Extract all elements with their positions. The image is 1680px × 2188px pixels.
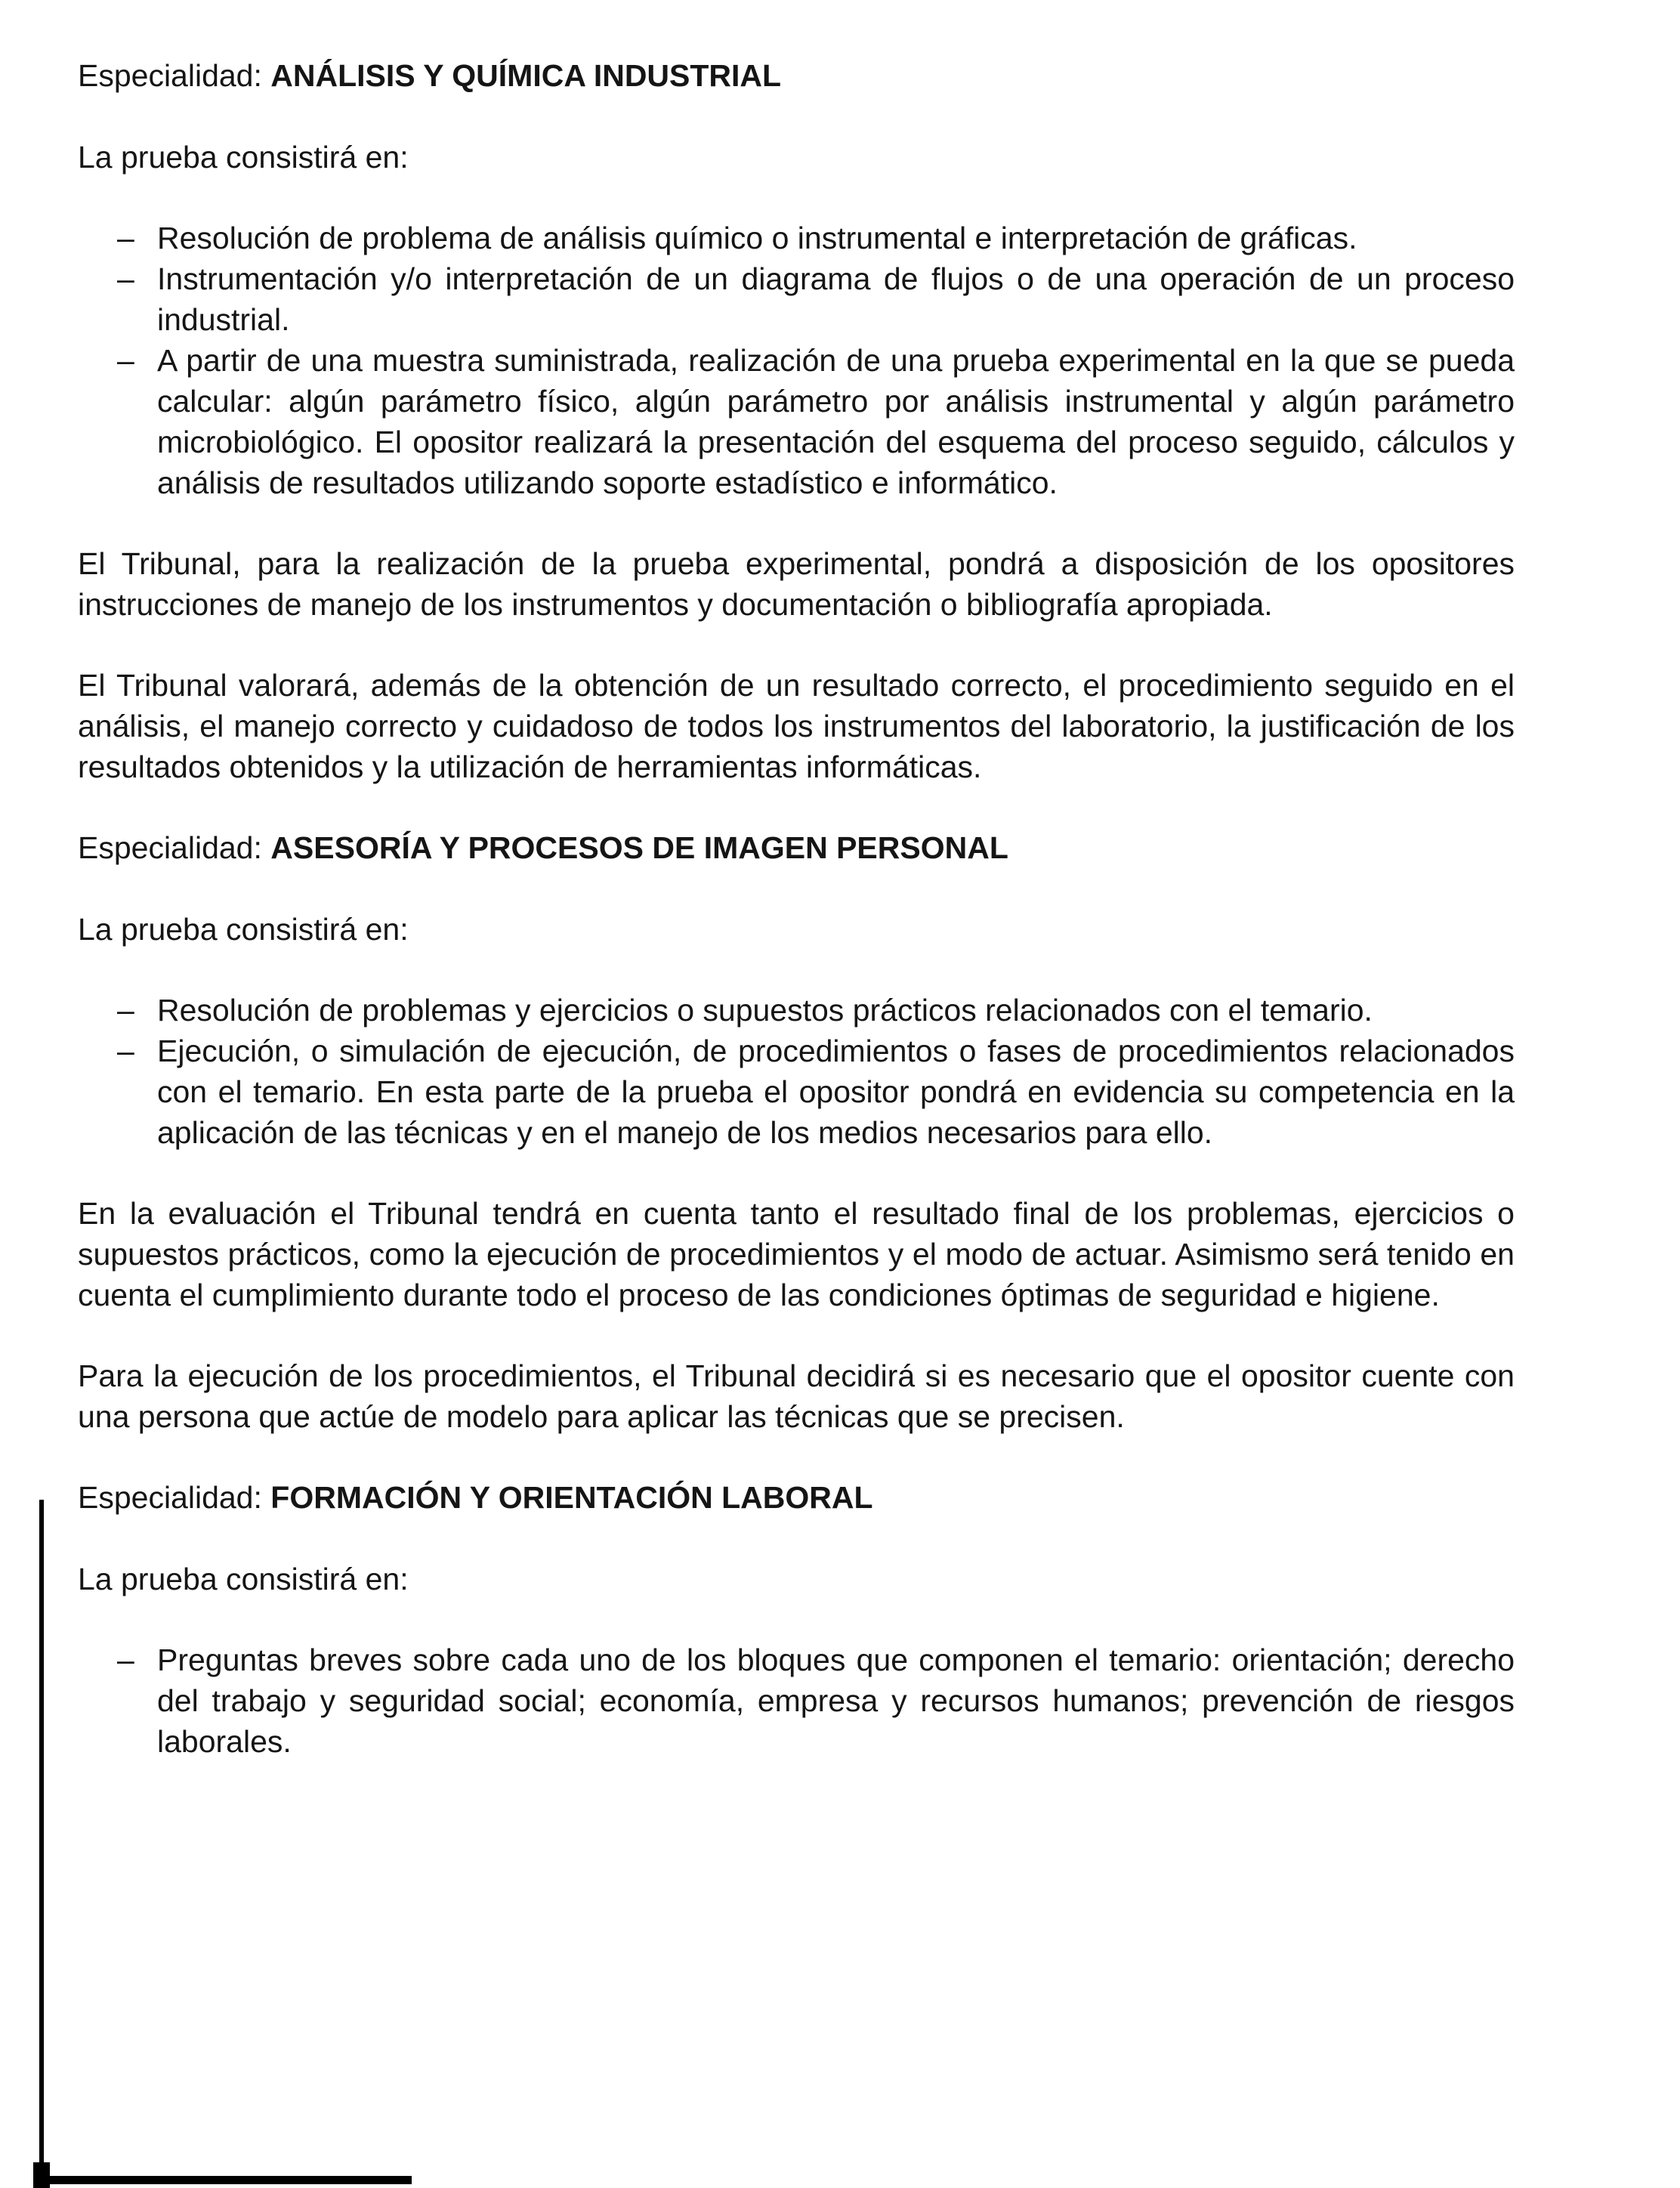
specialty-title: FORMACIÓN Y ORIENTACIÓN LABORAL <box>270 1480 873 1515</box>
dash-bullet-icon: – <box>117 1034 134 1068</box>
scan-artifact-corner <box>33 2162 50 2188</box>
list-item <box>78 990 1515 1031</box>
specialty-label: Especialidad: <box>78 1480 262 1515</box>
paragraph: El Tribunal valorará, además de la obtención de un resultado correcto, el procedimiento seguido en el análisis, el manejo correcto y cuidadoso de todos los instrumentos del laboratorio, la justificación de los resultados obtenidos y la utilización de herramientas informáticas. <box>78 668 1515 784</box>
dash-bullet-icon: – <box>117 221 134 255</box>
list-item <box>78 218 1515 258</box>
intro-text: La prueba consistirá en: <box>78 912 409 947</box>
dash-bullet-icon: – <box>117 261 134 296</box>
dash-bullet-icon: – <box>117 993 134 1028</box>
specialty-title: ANÁLISIS Y QUÍMICA INDUSTRIAL <box>270 58 782 93</box>
list-item <box>78 1031 1515 1153</box>
bullet-list <box>78 1639 1515 1762</box>
specialty-label: Especialidad: <box>78 58 262 93</box>
dash-bullet-icon: – <box>117 343 134 378</box>
list-item <box>78 258 1515 340</box>
section-heading <box>78 1477 1515 1518</box>
specialty-title: ASESORÍA Y PROCESOS DE IMAGEN PERSONAL <box>270 830 1008 865</box>
bullet-list <box>78 218 1515 503</box>
intro-text: La prueba consistirá en: <box>78 140 409 175</box>
scan-artifact-left-edge <box>39 1500 44 2188</box>
paragraph: Para la ejecución de los procedimientos, el Tribunal decidirá si es necesario que el opositor cuente con una persona que actúe de modelo para aplicar las técnicas que se precisen. <box>78 1358 1515 1434</box>
scan-artifact-bottom-edge <box>36 2176 412 2184</box>
dash-bullet-icon: – <box>117 1643 134 1677</box>
section-analisis-quimica <box>78 55 1515 787</box>
section-heading <box>78 55 1515 96</box>
list-item-text: Resolución de problemas y ejercicios o supuestos prácticos relacionados con el temario. <box>157 993 1373 1028</box>
list-item <box>78 340 1515 503</box>
list-item-text: Instrumentación y/o interpretación de un diagrama de flujos o de una operación de un proceso industrial. <box>157 261 1515 337</box>
intro-text: La prueba consistirá en: <box>78 1562 409 1596</box>
list-item-text: Resolución de problema de análisis químico o instrumental e interpretación de gráficas. <box>157 221 1357 255</box>
list-item-text: Ejecución, o simulación de ejecución, de procedimientos o fases de procedimientos relacionados con el temario. En esta parte de la prueba el opositor pondrá en evidencia su competencia en la aplicación de las técnicas y en el manejo de los medios necesarios para ello. <box>157 1034 1515 1150</box>
section-heading <box>78 827 1515 868</box>
list-item-text: A partir de una muestra suministrada, realización de una prueba experimental en la que se pueda calcular: algún parámetro físico, algún parámetro por análisis instrumental y algún parámetro microbiológico. El opositor realizará la presentación del esquema del proceso seguido, cálculos y análisis de resultados utilizando soporte estadístico e informático. <box>157 343 1515 500</box>
list-item <box>78 1639 1515 1762</box>
list-item-text: Preguntas breves sobre cada uno de los bloques que componen el temario: orientación; derecho del trabajo y seguridad social; economía, empresa y recursos humanos; prevención de riesgos laborales. <box>157 1643 1515 1759</box>
paragraph: En la evaluación el Tribunal tendrá en cuenta tanto el resultado final de los problemas, ejercicios o supuestos prácticos, como la ejecución de procedimientos y el modo de actuar. Asimismo será tenido en cuenta el cumplimiento durante todo el proceso de las condiciones óptimas de seguridad e higiene. <box>78 1196 1515 1312</box>
section-formacion-orientacion-laboral <box>78 1477 1515 1762</box>
section-asesoria-imagen-personal <box>78 827 1515 1437</box>
specialty-label: Especialidad: <box>78 830 262 865</box>
document-page <box>78 55 1515 1802</box>
bullet-list <box>78 990 1515 1153</box>
paragraph: El Tribunal, para la realización de la prueba experimental, pondrá a disposición de los opositores instrucciones de manejo de los instrumentos y documentación o bibliografía apropiada. <box>78 546 1515 622</box>
